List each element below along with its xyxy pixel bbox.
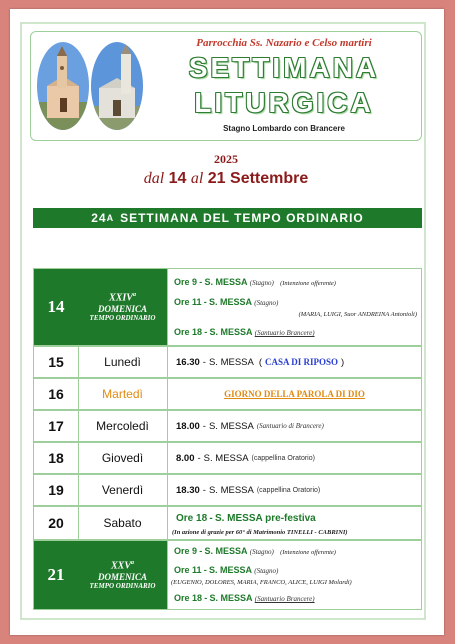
day-number: 18: [34, 443, 79, 473]
sunday-sub: TEMPO ORDINARIO: [89, 313, 156, 322]
place-subtitle: Stagno Lombardo con Brancere: [223, 124, 345, 133]
event-place: (Santuario Brancere): [254, 595, 315, 603]
event-place: (Santuario di Brancere): [256, 422, 324, 430]
week-number: 24: [91, 211, 107, 225]
event-note: (EUGENIO, DOLORES, MARIA, FRANCO, ALICE, LUIGI Molardi): [171, 579, 352, 586]
sunday-word: DOMENICA: [97, 303, 147, 314]
event-name: S. MESSA: [203, 452, 249, 464]
events-cell: [168, 443, 421, 473]
event-note: (MARIA, LUIGI, Suor ANDREINA Antonioli): [298, 311, 417, 318]
schedule-row-19: [33, 474, 422, 506]
event-time: 8.00: [176, 452, 195, 464]
day-name: Sabato: [78, 507, 168, 539]
date-month: Settembre: [230, 170, 309, 187]
event-dash: -: [202, 356, 206, 368]
event-dash: -: [204, 327, 208, 337]
event-time: Ore 9: [174, 546, 198, 556]
sunday-label: [78, 269, 168, 345]
date-to-word: al: [190, 170, 204, 187]
event-name: S. MESSA: [204, 546, 248, 556]
event-line: [176, 443, 315, 473]
event-line: [174, 546, 417, 556]
schedule-row-18: [33, 442, 422, 474]
event-time: Ore 9: [174, 277, 198, 287]
event-place: (Stagno): [254, 567, 279, 575]
date-range: [30, 170, 422, 188]
day-number: 20: [34, 507, 79, 539]
events-cell: [168, 541, 421, 609]
sunday-label: [78, 541, 168, 609]
event-place: (Santuario Brancere): [254, 329, 315, 337]
sunday-sup: a: [132, 292, 136, 299]
week-suffix: A: [106, 213, 115, 223]
day-number: 21: [34, 541, 79, 609]
event-line: [176, 513, 417, 524]
events-cell: [168, 347, 421, 377]
parish-name: Parrocchia Ss. Nazario e Celso martiri: [196, 37, 372, 49]
sunday-roman: XXV: [110, 560, 131, 572]
paren-open: (: [258, 356, 262, 368]
events-cell: [168, 379, 421, 409]
event-time: Ore 11: [174, 565, 202, 575]
event-place: (cappellina Oratorio): [256, 486, 321, 494]
event-note: (In azione di grazie per 60° di Matrimonio TINELLI - CABRINI): [172, 529, 348, 536]
schedule-row-20: [33, 506, 422, 540]
event-note-line: [172, 527, 417, 536]
event-dash: -: [204, 593, 208, 603]
event-name: S. MESSA: [209, 593, 253, 603]
schedule-row-15: [33, 346, 422, 378]
day-name: Lunedì: [78, 347, 168, 377]
event-dash: -: [199, 277, 203, 287]
event-line: [174, 297, 417, 307]
event-time: 18.00: [176, 420, 200, 432]
day-name: Giovedì: [78, 443, 168, 473]
event-name: S. MESSA: [208, 420, 254, 432]
day-name: Venerdì: [78, 475, 168, 505]
event-time: Ore 18: [174, 593, 203, 603]
event-line: [174, 277, 417, 287]
schedule-row-14: [33, 268, 422, 346]
event-dash: -: [202, 484, 206, 496]
event-line: [168, 379, 421, 409]
schedule-row-21: [33, 540, 422, 610]
event-time: Ore 11: [174, 297, 202, 307]
event-time: Ore 18: [176, 513, 208, 524]
event-place: (Stagno): [249, 548, 274, 556]
event-time: Ore 18: [174, 327, 203, 337]
event-dash: -: [199, 546, 203, 556]
sunday-roman: XXIV: [109, 292, 133, 304]
event-line: [174, 327, 417, 337]
events-cell: [168, 411, 421, 441]
day-number: 15: [34, 347, 79, 377]
date-from-word: dal: [143, 170, 165, 187]
week-text: SETTIMANA DEL TEMPO ORDINARIO: [120, 211, 364, 225]
event-dash: -: [197, 452, 201, 464]
event-name: S. MESSA: [209, 327, 253, 337]
date-from-day: 14: [168, 170, 187, 187]
events-cell: [168, 507, 421, 539]
event-place: (cappellina Oratorio): [251, 454, 315, 462]
day-name: Martedì: [78, 379, 168, 409]
event-name: S. MESSA: [208, 484, 254, 496]
date-to-day: 21: [207, 170, 226, 187]
event-note-line: [174, 309, 417, 318]
event-name: S. MESSA: [209, 565, 253, 575]
event-place: (Stagno): [249, 279, 274, 287]
special-day-label: GIORNO DELLA PAROLA DI DIO: [224, 389, 365, 399]
sunday-sup: a: [131, 560, 134, 567]
schedule-row-17: [33, 410, 422, 442]
events-cell: [168, 475, 421, 505]
day-number: 19: [34, 475, 79, 505]
title-line-1: SETTIMANA: [188, 52, 380, 83]
event-name: S. MESSA pre-festiva: [214, 513, 316, 524]
event-dash: -: [209, 513, 213, 524]
day-number: 17: [34, 411, 79, 441]
event-dash: -: [203, 565, 207, 575]
event-place: CASA DI RIPOSO: [265, 357, 339, 367]
event-name: S. MESSA: [204, 277, 248, 287]
event-name: S. MESSA: [209, 297, 253, 307]
event-time: 18.30: [176, 484, 200, 496]
event-line: [176, 475, 320, 505]
event-note: (Intenzione offerente): [280, 549, 336, 556]
day-name: Mercoledì: [78, 411, 168, 441]
week-banner: [33, 208, 422, 228]
event-line: [174, 565, 417, 575]
event-dash: -: [202, 420, 206, 432]
church-photo-stagno: [37, 42, 89, 130]
event-line: [176, 411, 324, 441]
event-name: S. MESSA: [208, 356, 254, 368]
year: 2025: [214, 152, 238, 166]
day-number: 14: [34, 269, 79, 345]
schedule-row-16: [33, 378, 422, 410]
event-time: 16.30: [176, 356, 200, 368]
title-line-2: LITURGICA: [194, 87, 374, 118]
events-cell: [168, 269, 421, 345]
church-photo-brancere: [91, 42, 143, 130]
event-note-line: [171, 577, 417, 586]
paren-close: ): [341, 356, 345, 368]
sunday-sub: TEMPO ORDINARIO: [89, 581, 156, 590]
event-place: (Stagno): [254, 299, 279, 307]
event-dash: -: [203, 297, 207, 307]
day-number: 16: [34, 379, 79, 409]
sunday-word: DOMENICA: [97, 571, 147, 582]
event-line: [176, 347, 344, 377]
event-line: [174, 593, 417, 603]
event-note: (Intenzione offerente): [280, 280, 336, 287]
